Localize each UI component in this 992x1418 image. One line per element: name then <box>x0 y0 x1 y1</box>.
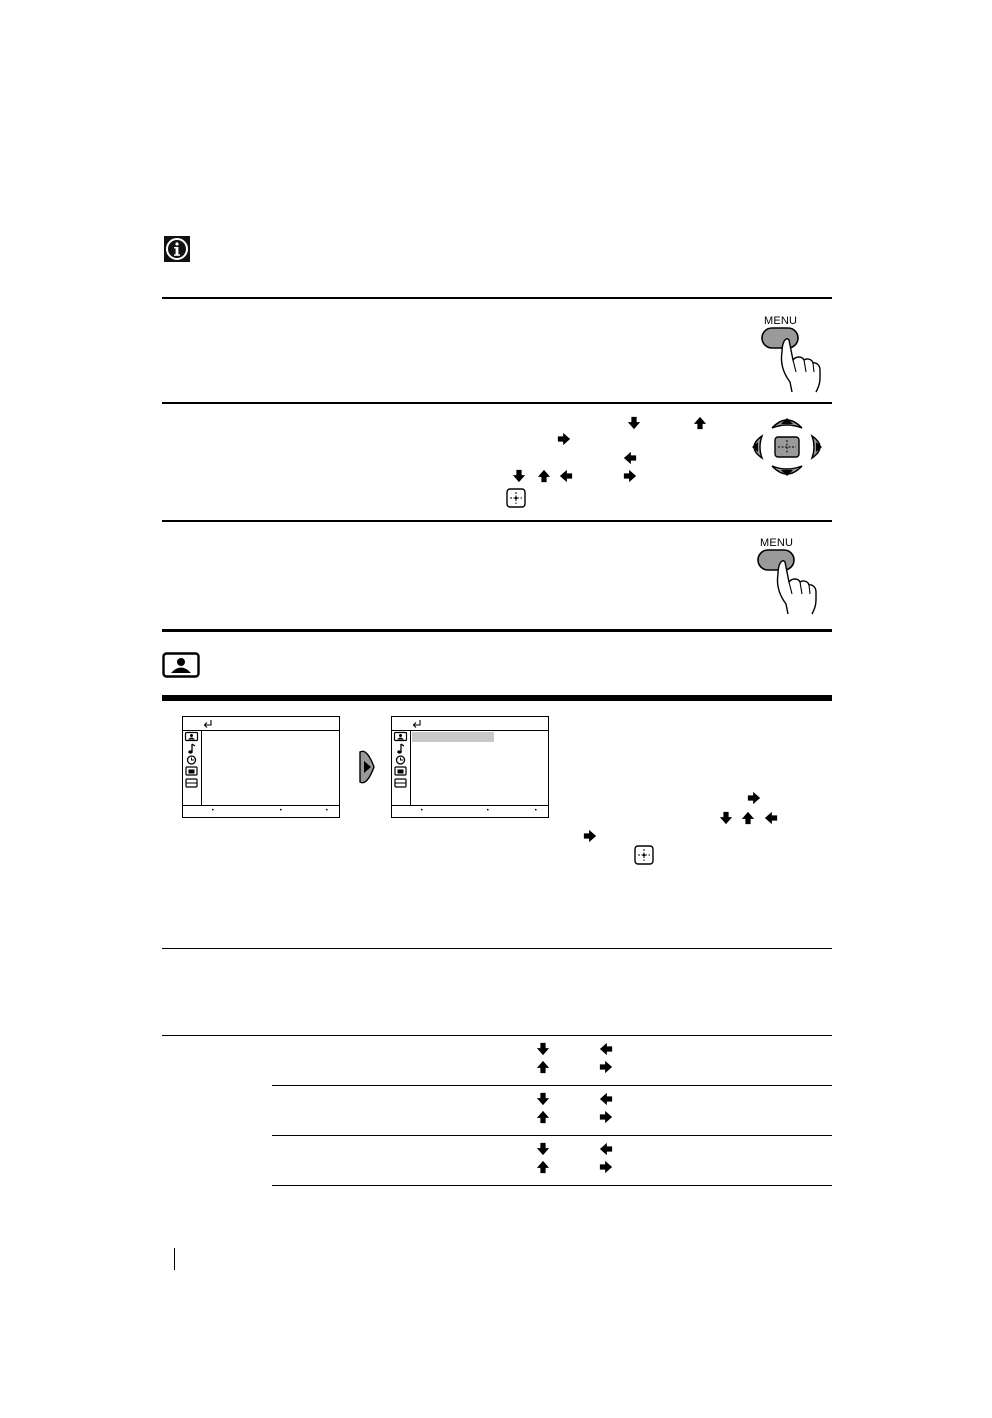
arrow-down-icon <box>536 1142 550 1156</box>
ok-button-icon <box>506 488 526 513</box>
section-divider <box>162 402 832 404</box>
arrow-up-icon <box>536 1160 550 1174</box>
arrow-left-icon <box>599 1042 613 1056</box>
arrow-right-icon <box>623 469 637 483</box>
arrow-down-icon <box>536 1042 550 1056</box>
osd-header <box>392 717 548 731</box>
ok-button-icon <box>634 845 654 870</box>
arrow-left-icon <box>764 811 778 825</box>
info-icon <box>164 236 190 262</box>
osd-menu-icons <box>392 731 410 793</box>
osd-footer-hint: • <box>534 807 538 814</box>
arrow-up-icon <box>536 1060 550 1074</box>
arrow-up-icon <box>741 811 755 825</box>
table-divider <box>272 1185 832 1186</box>
arrow-down-icon <box>627 416 641 430</box>
table-divider <box>162 948 832 949</box>
return-icon <box>412 719 422 729</box>
arrow-right-icon <box>599 1110 613 1124</box>
arrow-down-icon <box>512 469 526 483</box>
menu-button-label: MENU <box>760 537 794 549</box>
section-divider-thick <box>162 695 832 701</box>
arrow-up-icon <box>536 1110 550 1124</box>
arrow-right-icon <box>599 1160 613 1174</box>
osd-header <box>183 717 339 731</box>
osd-icon-column <box>392 731 411 805</box>
table-divider <box>272 1135 832 1136</box>
section-divider <box>162 297 832 299</box>
arrow-left-icon <box>559 469 573 483</box>
osd-footer-hint: • <box>325 807 329 814</box>
directional-pad-illustration <box>748 414 826 480</box>
menu-open-illustration <box>752 312 828 394</box>
osd-footer-hint: • <box>279 807 283 814</box>
arrow-left-icon <box>599 1142 613 1156</box>
osd-footer-hint: • <box>211 807 215 814</box>
arrow-down-icon <box>536 1092 550 1106</box>
osd-screen-main-menu <box>182 716 340 818</box>
arrow-right-icon <box>557 432 571 446</box>
table-divider <box>272 1085 832 1086</box>
osd-menu-icons <box>183 731 201 793</box>
osd-footer <box>392 805 548 817</box>
osd-icon-column <box>183 731 202 805</box>
hand-press-icon <box>752 312 828 394</box>
arrow-up-icon <box>537 469 551 483</box>
return-icon <box>203 719 213 729</box>
arrow-left-icon <box>623 451 637 465</box>
arrow-up-icon <box>693 416 707 430</box>
section-divider <box>162 629 832 632</box>
transition-arrow-icon <box>358 748 376 786</box>
osd-screen-picture-menu <box>391 716 549 818</box>
osd-selected-row-highlight <box>412 732 494 742</box>
osd-footer <box>183 805 339 817</box>
table-divider <box>162 1035 832 1036</box>
arrow-down-icon <box>719 811 733 825</box>
menu-button-label: MENU <box>764 315 798 327</box>
menu-close-illustration <box>748 534 824 616</box>
hand-press-icon <box>748 534 824 616</box>
page-margin-marker <box>174 1248 175 1270</box>
section-divider <box>162 520 832 522</box>
picture-menu-icon <box>162 652 200 678</box>
arrow-right-icon <box>599 1060 613 1074</box>
arrow-right-icon <box>583 829 597 843</box>
osd-footer-hint: • <box>486 807 490 814</box>
arrow-right-icon <box>747 791 761 805</box>
arrow-left-icon <box>599 1092 613 1106</box>
osd-footer-hint: • <box>420 807 424 814</box>
